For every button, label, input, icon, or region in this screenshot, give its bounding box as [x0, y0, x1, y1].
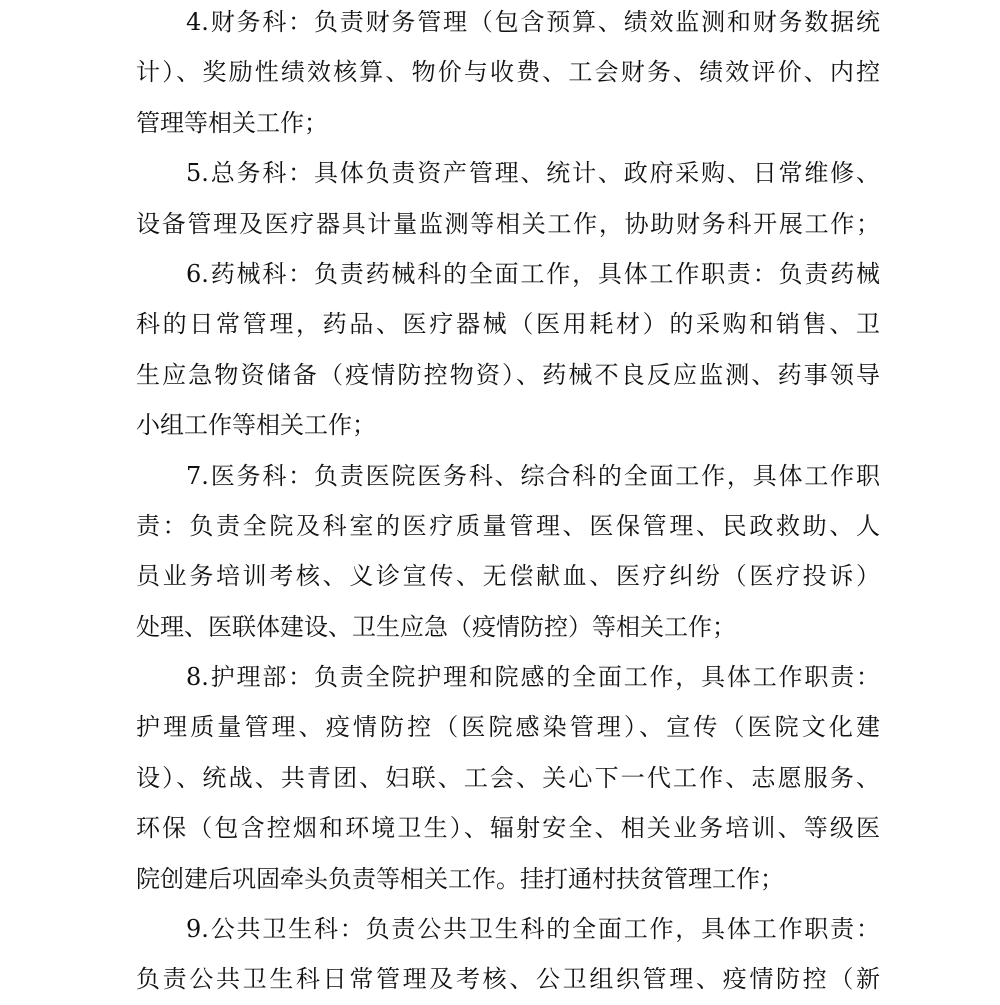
text-line: 小组工作等相关工作；: [136, 411, 376, 440]
text-line: 管理等相关工作；: [136, 108, 328, 137]
text-line: 员业务培训考核、义诊宣传、无偿献血、医疗纠纷（医疗投诉）: [136, 562, 880, 591]
paragraph-pharmacy: [136, 249, 880, 451]
text-line: 6.药械科：负责药械科的全面工作，具体工作职责：负责药械: [186, 259, 880, 288]
text-line: 环保（包含控烟和环境卫生）、辐射安全、相关业务培训、等级医: [136, 814, 880, 843]
paragraph-nursing: [136, 652, 880, 904]
text-line: 9.公共卫生科：负责公共卫生科的全面工作，具体工作职责：: [186, 915, 880, 944]
text-line: 负责公共卫生科日常管理及考核、公卫组织管理、疫情防控（新: [136, 965, 880, 994]
text-line: 科的日常管理，药品、医疗器械（医用耗材）的采购和销售、卫: [136, 310, 880, 339]
text-line: 8.护理部：负责全院护理和院感的全面工作，具体工作职责：: [186, 663, 880, 692]
text-line: 5.总务科：具体负责资产管理、统计、政府采购、日常维修、: [186, 159, 880, 188]
document-body: [136, 0, 880, 1005]
paragraph-public-health: [136, 904, 880, 1005]
paragraph-medical-affairs: [136, 451, 880, 653]
text-line: 设备管理及医疗器具计量监测等相关工作，协助财务科开展工作；: [136, 209, 880, 238]
text-line: 责：负责全院及科室的医疗质量管理、医保管理、民政救助、人: [136, 511, 880, 540]
paragraph-general-affairs: [136, 148, 880, 249]
paragraph-finance: [136, 0, 880, 148]
text-line: 7.医务科：负责医院医务科、综合科的全面工作，具体工作职: [186, 461, 880, 490]
text-line: 4.财务科：负责财务管理（包含预算、绩效监测和财务数据统: [186, 8, 880, 36]
text-line: 处理、医联体建设、卫生应急（疫情防控）等相关工作；: [136, 612, 736, 641]
text-line: 生应急物资储备（疫情防控物资）、药械不良反应监测、药事领导: [136, 360, 880, 389]
text-line: 护理质量管理、疫情防控（医院感染管理）、宣传（医院文化建: [136, 713, 880, 742]
text-line: 院创建后巩固牵头负责等相关工作。挂打通村扶贫管理工作；: [136, 864, 784, 893]
text-line: 计）、奖励性绩效核算、物价与收费、工会财务、绩效评价、内控: [136, 58, 880, 87]
text-line: 设）、统战、共青团、妇联、工会、关心下一代工作、志愿服务、: [136, 763, 880, 792]
